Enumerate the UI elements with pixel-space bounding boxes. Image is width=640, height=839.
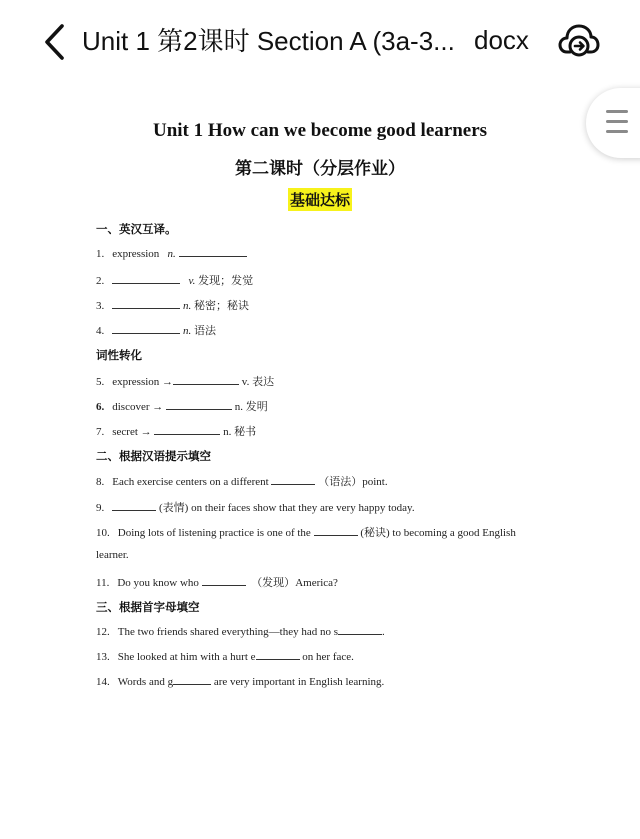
document-title: Unit 1 第2课时 Section A (3a-3... — [82, 26, 455, 56]
answer-blank — [271, 475, 315, 485]
part-of-speech: n. — [183, 325, 192, 337]
answer-blank — [112, 274, 180, 284]
question-text: on her face. — [302, 651, 354, 663]
question-number: 14. — [96, 676, 110, 688]
question-text: secret → — [112, 426, 152, 438]
part-of-speech: n. — [223, 426, 232, 438]
question-13 — [96, 650, 354, 663]
hint-text: （语法） — [318, 476, 363, 488]
question-2 — [96, 272, 253, 288]
level-tag-row — [0, 188, 640, 211]
question-9 — [96, 499, 415, 515]
answer-blank — [173, 675, 211, 685]
answer-blank — [154, 425, 220, 435]
question-8 — [96, 473, 388, 489]
doc-subtitle: 第二课时（分层作业） — [235, 159, 405, 178]
answer-blank — [112, 299, 180, 309]
answer-blank — [166, 400, 232, 410]
part-of-speech: n. — [167, 248, 176, 260]
question-number: 13. — [96, 651, 110, 663]
question-14 — [96, 675, 384, 688]
question-number: 10. — [96, 527, 110, 539]
top-bar — [0, 0, 640, 80]
question-4 — [96, 322, 216, 338]
meaning-text: 发现；发觉 — [198, 275, 254, 287]
question-number: 1. — [96, 248, 105, 260]
hint-text: (表情) — [159, 502, 189, 514]
question-text: to becoming a good English — [392, 527, 516, 539]
question-text: expression — [112, 248, 160, 260]
question-text: point. — [362, 476, 388, 488]
answer-blank — [338, 625, 382, 635]
back-chevron-icon[interactable] — [38, 22, 74, 62]
question-12 — [96, 625, 385, 638]
answer-blank — [112, 324, 180, 334]
question-number: 11. — [96, 577, 110, 589]
question-10 — [96, 524, 516, 540]
question-1 — [96, 247, 247, 260]
question-number: 3. — [96, 300, 105, 312]
question-number: 8. — [96, 476, 105, 488]
question-text: on their faces show that they are very happy today. — [191, 502, 415, 514]
question-6 — [96, 398, 268, 414]
question-11 — [96, 574, 338, 590]
meaning-text: 语法 — [194, 325, 216, 337]
question-text: . — [382, 626, 385, 638]
meaning-text: 秘密；秘诀 — [194, 300, 249, 312]
question-7 — [96, 423, 256, 439]
question-number: 9. — [96, 502, 105, 514]
answer-blank — [256, 650, 300, 660]
question-text: discover → — [112, 401, 164, 413]
question-text: are very important in English learning. — [213, 676, 385, 688]
section-heading: 词性转化 — [96, 350, 142, 362]
question-number: 4. — [96, 325, 105, 337]
part-of-speech: n. — [183, 300, 192, 312]
part-of-speech: v. — [188, 275, 196, 287]
question-3 — [96, 297, 249, 313]
question-number: 6. — [96, 401, 105, 413]
section-heading: 一、英汉互译。 — [96, 224, 177, 236]
question-number: 2. — [96, 275, 105, 287]
question-text: Words and g — [117, 676, 174, 688]
meaning-text: 发明 — [245, 401, 268, 413]
part-of-speech: v. — [241, 376, 250, 388]
question-number: 7. — [96, 426, 105, 438]
meaning-text: 秘书 — [234, 426, 257, 438]
level-tag: 基础达标 — [288, 188, 352, 211]
question-5 — [96, 373, 274, 389]
question-text: She looked at him with a hurt e — [117, 651, 256, 663]
question-text: Doing lots of listening practice is one of the — [117, 527, 311, 539]
answer-blank — [314, 526, 358, 536]
question-number: 12. — [96, 626, 110, 638]
question-text: Do you know who — [117, 577, 199, 589]
question-text: America? — [295, 577, 338, 589]
answer-blank — [112, 501, 156, 511]
cloud-upload-icon[interactable] — [558, 22, 600, 58]
question-number: 5. — [96, 376, 105, 388]
question-10-continued: learner. — [96, 549, 129, 561]
section-heading: 二、根据汉语提示填空 — [96, 451, 211, 463]
question-text: Each exercise centers on a different — [112, 476, 269, 488]
part-of-speech: n. — [234, 401, 244, 413]
answer-blank — [179, 247, 247, 257]
question-text: expression → — [112, 376, 174, 388]
hint-text: (秘诀) — [360, 527, 390, 539]
doc-heading: Unit 1 How can we become good learners — [152, 120, 488, 141]
cloud-upload-button[interactable] — [558, 22, 600, 58]
meaning-text: 表达 — [252, 376, 275, 388]
section-heading: 三、根据首字母填空 — [96, 602, 200, 614]
file-extension: docx — [474, 25, 529, 55]
question-text: The two friends shared everything—they had no s — [117, 626, 338, 638]
back-button[interactable] — [38, 22, 74, 62]
hint-text: （发现） — [251, 577, 296, 589]
answer-blank — [202, 576, 246, 586]
answer-blank — [173, 375, 239, 385]
